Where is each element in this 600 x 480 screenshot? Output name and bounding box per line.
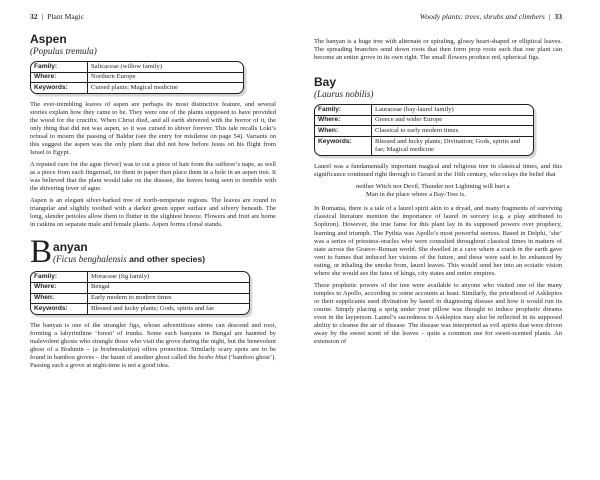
- right-page-number: 33: [554, 12, 562, 21]
- info-row: [315, 126, 533, 137]
- info-key: When:: [34, 294, 55, 302]
- info-row: [315, 116, 533, 127]
- info-value: Greece and wider Europe: [371, 116, 533, 126]
- info-row: [31, 62, 243, 73]
- info-key: Where:: [318, 116, 341, 124]
- bay-latin-name: (Laurus nobilis): [314, 89, 374, 100]
- info-row: [31, 83, 243, 93]
- banyan-paragraph-1: The banyan is one of the strangler figs, whose adventitious stems can descend and root, forming a labyrinthine ‘forest’ of trunks. Some such banyans in Bengal are haunted by malevolent ghosts who strangle those who visit the grove during the night, but the benevolent ghost of a Brahmin – (a brahmodaitya) offers protection. Similarly scary spots are to be found in bamboo groves – the haunt of another ghost called the besho bhut (‘bamboo ghost’). Passing such a grove at night-time is not a good idea.: [30, 321, 276, 370]
- quote-line-1: neither Witch nor Devil, Thunder nor Lightning will hurt a: [356, 183, 510, 191]
- banyan-title: anyan: [53, 240, 88, 255]
- info-value: Blessed and lucky plants; Gods, spirits and fae: [87, 304, 249, 314]
- info-value: Moraceae (fig family): [87, 272, 249, 282]
- info-value: Lauraceae (bay-laurel family): [371, 105, 533, 115]
- aspen-entry: [30, 33, 276, 229]
- bay-title: Bay: [314, 75, 337, 90]
- bay-entry: [314, 76, 562, 346]
- info-value: Bengal: [87, 283, 249, 293]
- info-value: Northern Europe: [87, 73, 243, 83]
- aspen-latin-name: (Populus tremula): [30, 46, 97, 56]
- info-key: Family:: [318, 105, 342, 113]
- info-key: Family:: [34, 272, 58, 280]
- info-key: Keywords:: [34, 83, 68, 91]
- info-value: Salicaceae (willow family): [87, 62, 243, 72]
- right-header-separator: |: [548, 12, 551, 21]
- quote-line-2: Man in the place where a Bay-Tree is.: [366, 191, 466, 199]
- info-value: Blessed and lucky plants; Divination; Gods, spirits and fae; Magical medicine: [371, 137, 533, 155]
- info-row: [31, 73, 243, 84]
- info-key: Keywords:: [318, 137, 352, 145]
- bay-info-box: [314, 104, 534, 156]
- right-running-title: Woody plants: trees, shrubs and climbers: [419, 12, 545, 21]
- info-key: Where:: [34, 283, 57, 291]
- left-page-number: 32: [30, 12, 38, 21]
- aspen-info-box: [30, 61, 244, 94]
- left-header-separator: |: [41, 12, 44, 21]
- banyan-latin-suffix: and other species): [126, 254, 206, 265]
- left-page: [0, 0, 290, 480]
- info-row: [315, 137, 533, 155]
- banyan-entry: [30, 234, 276, 370]
- aspen-paragraph-1: The ever-trembling leaves of aspen are perhaps its most distinctive feature, and several stories explain how they came to be. They were one of the plants supposed to have provided the wood for the crucifix. When Christ died, and all earth shivered with the horror of it, the only thing that did not was aspen, so it was cursed to shiver forever. This tale recalls Loki’s refusal to mourn the passing of Baldur (see the entry for mistletoe on page 54). Variants on this suggest the aspen was the only plant that did not bow before Jesus on his flight from Israel to Egypt.: [30, 100, 276, 157]
- info-row: [31, 272, 249, 283]
- left-running-title: Plant Magic: [47, 12, 85, 21]
- info-row: [315, 105, 533, 116]
- right-page-header: [314, 12, 562, 22]
- banyan-continued-paragraph: The banyan is a huge tree with alternate or spiraling, glossy heart-shaped or elliptical leaves. The spreading branches send down roots that then form prop roots such that one plant can become an entire grove in its own right. The small flowers produce red, spherical figs.: [314, 38, 562, 62]
- info-key: When:: [318, 126, 339, 134]
- banyan-heading: [30, 234, 276, 271]
- aspen-paragraph-2: A reputed cure for the ague (fever) was to cut a piece of hair from the sufferer’s nape, as well as a piece from each fingernail, tie them in paper then place them in a hole in an aspen tree. It was believed that the plant would take on the disease, the leaves being seen to tremble with the shivering fever of ague.: [30, 161, 276, 193]
- info-row: [31, 304, 249, 314]
- left-page-header: [30, 12, 276, 22]
- right-page: [300, 0, 590, 480]
- info-value: Early modern to modern times: [87, 294, 249, 304]
- banyan-dropcap: B: [30, 234, 53, 271]
- info-value: Cursed plants; Magical medicine: [87, 83, 243, 93]
- bay-paragraph-2: In Romania, there is a tale of a laurel spirit akin to a dryad, and many fragments of surviving classical literature mention the importance of laurel in sorcery (e.g. a play attributed to Sophron). However, the true fame for this plant lay in its supposed powers over prophecy, learning and triumph. The Pythia was Apollo’s most powerful seeress. Based in Delphi, ‘she’ was a series of priestess-oracles who were consulted throughout classical times in matters of state across the Graeco–Roman world. She dwelled in a cave where a crack in the earth gave vent to fumes that induced her visions of the future, and these were said to be enhanced by eating, or inhaling the smoke from, laurel leaves. This would send her into an ecstatic vision where she would see the fates of kings, city states and entire empires.: [314, 205, 562, 277]
- aspen-title: Aspen: [30, 32, 67, 46]
- aspen-paragraph-3: Aspen is an elegant silver-barked tree of north-temperate regions. The leaves are round to triangular and slightly toothed with a darker green upper surface and silvery beneath. The long, slender petioles allow them to flutter in the slightest breeze. Flowers and fruit are borne in catkins on separate male and female plants. Aspen forms clonal stands.: [30, 197, 276, 229]
- info-key: Where:: [34, 73, 57, 81]
- bay-paragraph-3: These prophetic powers of the tree were available to anyone who visited one of the many temples to Apollo, according to some accounts at least. Similarly, the priesthood of Asklepios or their supplicants used divination by laurel in diagnosing disease and how it would run its course. Simply placing a sprig under your pillow was thought to induce prophetic dreams even in the layperson. Laurel’s sacredness to Asklepios may also be reflected in its supposed ability to cleanse the air of disease. The disease was interpreted as evil spirits that were driven away by the sweet scent of the leaves – quite a common use for sweet-scented plants. An extension of: [314, 281, 562, 346]
- banyan-info-box: [30, 271, 250, 314]
- info-row: [31, 283, 249, 294]
- info-row: [31, 294, 249, 305]
- info-key: Family:: [34, 62, 58, 70]
- bay-paragraph-1: Laurel was a fundamentally important magical and religious tree in classical times, and this significance continued right through to Gerard in the 16th century, who relays the belief that: [314, 163, 562, 179]
- info-key: Keywords:: [34, 304, 68, 312]
- info-value: Classical to early modern times: [371, 126, 533, 136]
- gerard-quote: [314, 183, 562, 199]
- banyan-latin-name: [53, 254, 205, 265]
- banyan-latin-species: (Ficus benghalensis: [53, 254, 127, 265]
